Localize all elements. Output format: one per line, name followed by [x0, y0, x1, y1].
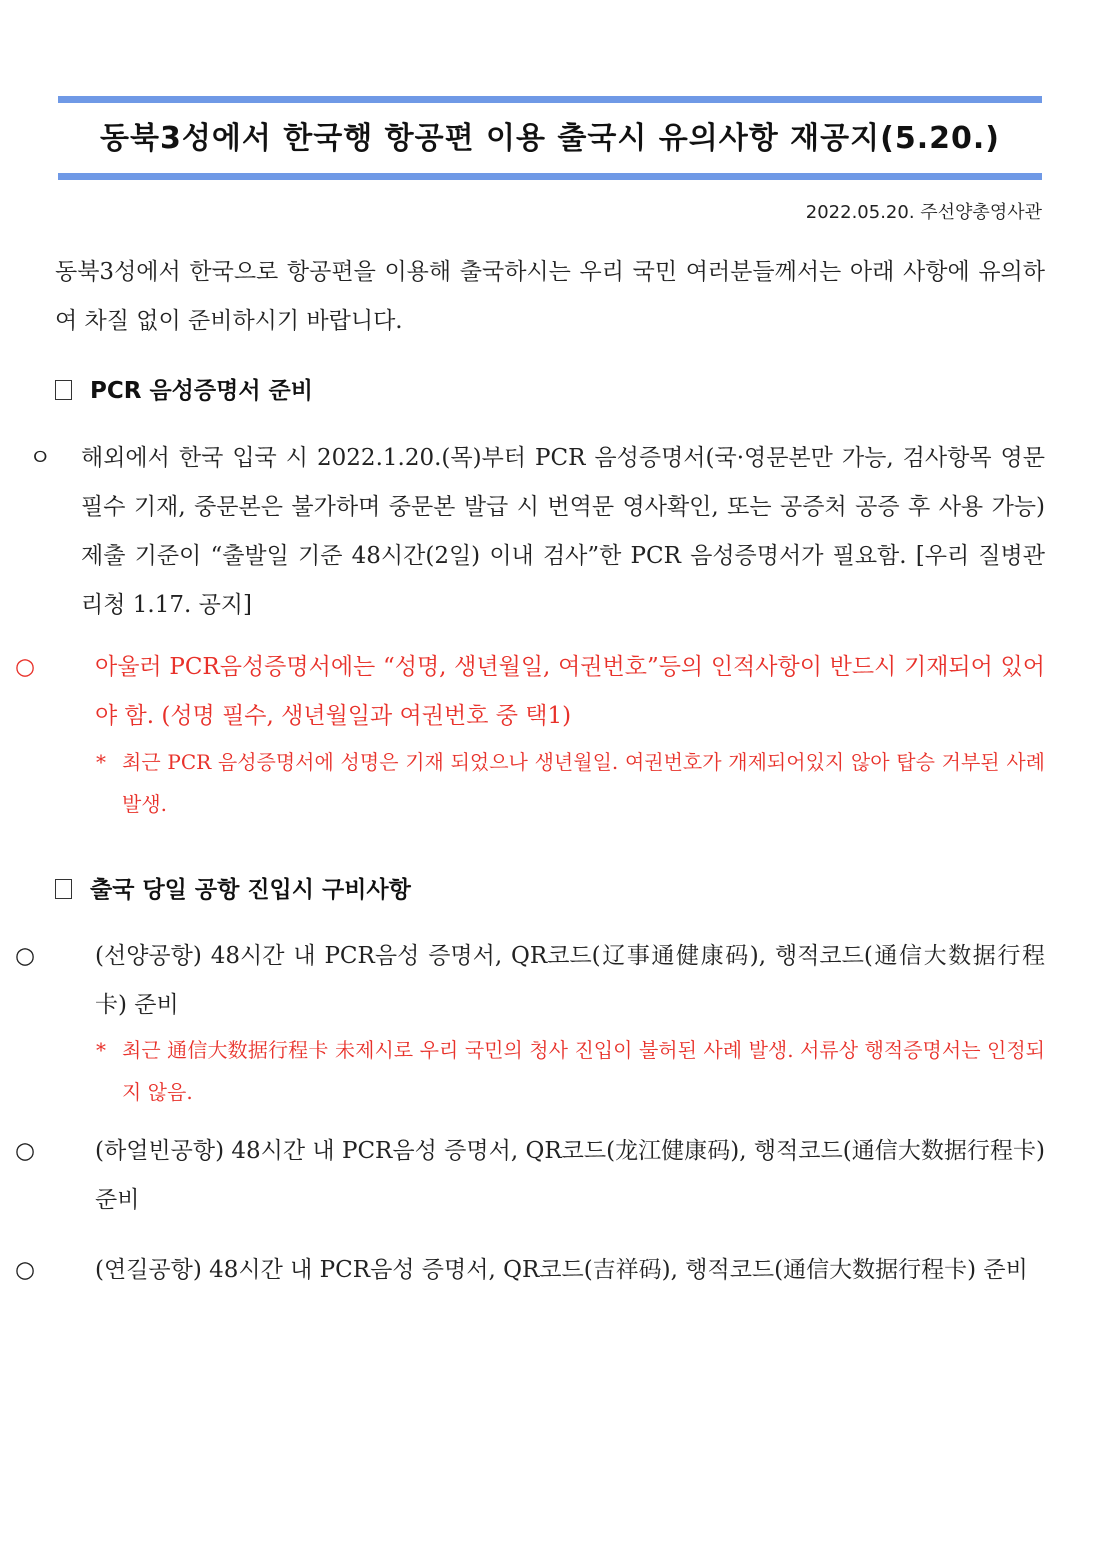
section-heading-label: PCR 음성증명서 준비: [90, 378, 313, 404]
bullet-marker: ○: [15, 1257, 36, 1283]
date-issuer: 2022.05.20. 주선양총영사관: [805, 202, 1042, 223]
asterisk-icon: *: [96, 1038, 106, 1062]
warning-note-text: 최근 通信大数据行程卡 未제시로 우리 국민의 청사 진입이 불허된 사례 발생. 서류상 행적증명서는 인정되지 않음.: [122, 1038, 1045, 1104]
warning-note-text: 최근 PCR 음성증명서에 성명은 기재 되었으나 생년월일. 여권번호가 개제되어있지 않아 탑승 거부된 사례 발생.: [122, 750, 1045, 816]
bullet-marker: ○: [15, 654, 36, 680]
title-top-rule: [58, 96, 1042, 103]
asterisk-icon: *: [96, 750, 106, 774]
list-item-text: (하얼빈공항) 48시간 내 PCR음성 증명서, QR코드(龙江健康码), 행적코드(通信大数据行程卡) 준비: [95, 1138, 1045, 1213]
list-item: [15, 932, 1045, 1030]
list-item-text: (선양공항) 48시간 내 PCR음성 증명서, QR코드(辽事通健康码), 행적코드(通信大数据行程卡) 준비: [95, 943, 1045, 1018]
list-item-emphasis: [15, 643, 1045, 741]
list-item-text: 해외에서 한국 입국 시 2022.1.20.(목)부터 PCR 음성증명서(국·영문본만 가능, 검사항목 영문 필수 기재, 중문본은 불가하며 중문본 발급 시 번역문 영사확인, 또는 공증처 공증 후 사용 가능) 제출 기준이 “출발일 기준 48시간(2일) 이내 검사”한 PCR 음성증명서가 필요함. [우리 질병관리청 1.17. 공지]: [81, 445, 1045, 618]
checkbox-square-icon: [55, 380, 72, 400]
list-item: [29, 434, 1045, 630]
list-item: [15, 1246, 1045, 1295]
section-heading-label: 출국 당일 공항 진입시 구비사항: [90, 877, 411, 903]
document-title: 동북3성에서 한국행 항공편 이용 출국시 유의사항 재공지(5.20.): [100, 121, 1000, 156]
checkbox-square-icon: [55, 879, 72, 899]
list-item-text: 아울러 PCR음성증명서에는 “성명, 생년월일, 여권번호”등의 인적사항이 반드시 기재되어 있어야 함. (성명 필수, 생년월일과 여권번호 중 택1): [95, 654, 1045, 729]
bullet-marker: ○: [15, 1138, 36, 1164]
list-item: [15, 1127, 1045, 1225]
section-heading-pcr: [55, 372, 313, 405]
list-item-text: (연길공항) 48시간 내 PCR음성 증명서, QR코드(吉祥码), 행적코드(通信大数据行程卡) 준비: [95, 1257, 1028, 1283]
warning-note: [96, 1029, 1045, 1113]
bullet-marker: ㅇ: [29, 445, 52, 471]
title-bottom-rule: [58, 173, 1042, 180]
bullet-marker: ○: [15, 943, 36, 969]
section-heading-airport: [55, 871, 411, 904]
warning-note: [96, 741, 1045, 825]
intro-paragraph: 동북3성에서 한국으로 항공편을 이용해 출국하시는 우리 국민 여러분들께서는 아래 사항에 유의하여 차질 없이 준비하시기 바랍니다.: [55, 259, 1045, 334]
